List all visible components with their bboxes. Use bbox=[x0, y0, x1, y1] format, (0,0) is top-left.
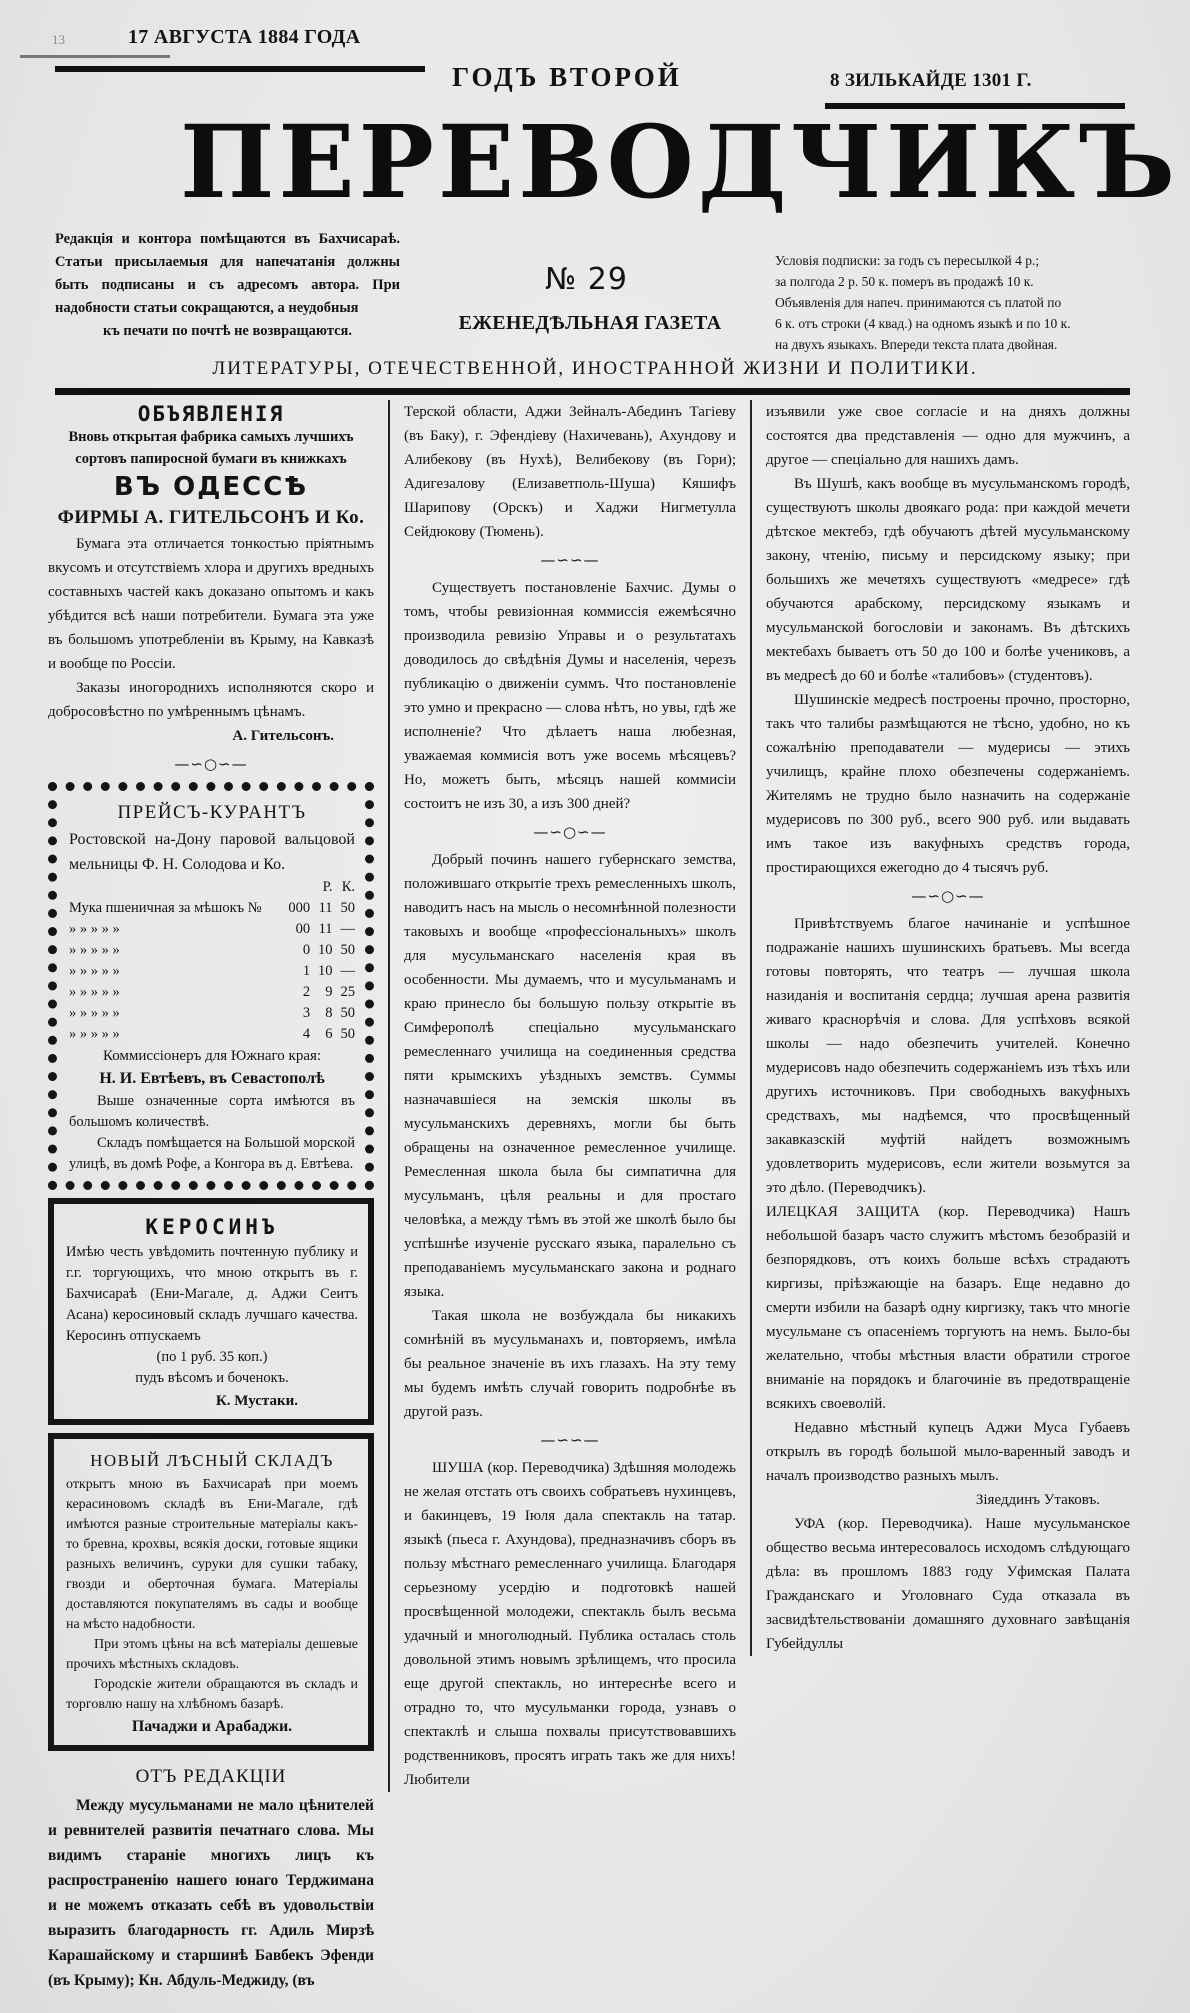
price-row-grade: 0 bbox=[302, 942, 311, 958]
subscription-line: Объявленія для напеч. принимаются съ платой по bbox=[775, 295, 1062, 310]
price-row bbox=[69, 919, 355, 940]
price-row-label: » » » » » bbox=[69, 1026, 120, 1042]
article-paragraph: изъявили уже свое согласіе и на дняхъ должны состоятся два представленія — одно для мужчинъ, а другое — спеціально для нашихъ дамъ. bbox=[766, 404, 1130, 468]
price-list-title: ПРЕЙСЪ-КУРАНТЪ bbox=[117, 802, 307, 823]
price-row-grade: 3 bbox=[302, 1005, 311, 1021]
price-list-ad bbox=[48, 782, 374, 1190]
kerosene-ad bbox=[48, 1198, 374, 1425]
from-editors-heading: ОТЪ РЕДАКЦІИ bbox=[135, 1766, 287, 1787]
price-row-kop: 50 bbox=[340, 1005, 355, 1021]
paper-ad-firm: ФИРМЫ А. ГИТЕЛЬСОНЪ И Ко. bbox=[57, 507, 365, 528]
issue-number: № 29 bbox=[545, 262, 628, 297]
from-editors-body: Между мусульманами не мало цѣнителей и ревнителей развитія печатнаго слова. Мы видимъ стараніе многихъ лицъ къ распространенію нашего юнаго Терджимана и не можемъ отказать себѣ въ удовольствіи выразить благодарность гг. Адиль Мирзѣ Карашайскому и старшинѣ Бавбекъ Эфенди (въ Крыму); Кн. Абдуль-Меджиду, (въ bbox=[48, 1797, 374, 1989]
article-paragraph: Въ Шушѣ, какъ вообще въ мусульманскомъ городѣ, существуютъ школы двоякаго рода: при каждой мечети дѣтское мектебэ, гдѣ обучаютъ дѣтей мусульманскому закону, чтенію, письму и персидскому языку; при большихъ же мечетяхъ существуютъ «медресе» гдѣ обучаются арабскому, персидскому языкамъ и мусульманской богословіи и законамъ. Въ дѣтскихъ мектебахъ бываетъ отъ 50 до 100 и болѣе учениковъ, а въ медресѣ до 60 и болѣе «талибовъ» (студентовъ). bbox=[766, 476, 1130, 684]
price-row bbox=[69, 961, 355, 982]
price-row bbox=[69, 940, 355, 961]
separator-ornament: —∽○∽— bbox=[533, 823, 607, 841]
price-row-kop: 50 bbox=[340, 1026, 355, 1042]
price-row-rub: 6 bbox=[325, 1026, 333, 1042]
article-paragraph: Такая школа не возбуждала бы никакихъ сомнѣній въ мусульманахъ и, повторяемъ, имѣла бы реальное значеніе въ ихъ глазахъ. На эту тему мы будемъ имѣть случай говорить подробнѣе въ другой разъ. bbox=[404, 1308, 736, 1420]
price-row-kop: 25 bbox=[340, 984, 355, 1000]
price-row bbox=[69, 1003, 355, 1024]
paper-ad-signature: А. Гительсонъ. bbox=[232, 728, 334, 744]
price-list-stock-note: Выше означенные сорта имѣются въ большомъ количествѣ. bbox=[69, 1093, 355, 1130]
paper-ad-body: Бумага эта отличается тонкостью пріятнымъ вкусомъ и отсутствіемъ хлора и другихъ вредныхъ составныхъ частей какъ доказано опытомъ и какъ убѣдится всѣ наши потребители. Бумага эта уже въ большомъ употребленіи въ Крыму, на Кавказѣ и вообще по Россіи. bbox=[48, 536, 374, 672]
article-paragraph: Существуетъ постановленіе Бахчис. Думы о томъ, чтобы ревизіонная коммиссія ежемѣсячно производила ревизію Управы и о результатахъ доводилось до свѣдѣнія Думы и населенія, черезъ публикацію о движеніи суммъ. Что постановленіе это умно и прекрасно — слова нѣтъ, но увы, гдѣ же исполненіе? Что дѣлаетъ наша любезная, уважаемая коммисія вотъ уже восемь мѣсяцевъ? Но, можетъ быть, мѣсяцъ нашей коммисіи состоитъ не изъ 30, а изъ 300 дней? bbox=[404, 580, 736, 812]
article-shusha: ШУША (кор. Переводчика) Здѣшняя молодежь не желая отстать отъ своихъ собратьевъ нухинцевъ, и бакинцевъ, 19 Іюля дала спектакль на татар. языкѣ (пьеса г. Ахундова), предназначивъ сборъ въ пользу мѣстнаго ремесленнаго училища. Благодаря серьезному усердію и подготовкѣ нашей просвѣщенной молодежи, спектакль былъ весьма удачный и многолюдный. Публика осталась столь довольной этимъ новымъ зрѣлищемъ, что просила еще другой спектакль, но интереснѣе всего и отрадно то, что мусульманки города, узнавъ о спектаклѣ и слыша похвалы присутствовавшихъ родственниковъ, просятъ играть такъ же для нихъ! Любители bbox=[404, 1460, 736, 1788]
kerosene-ad-body: Имѣю честь увѣдомить почтенную публику и г.г. торгующихъ, что мною открытъ въ г. Бахчисараѣ (Ени-Магале, д. Аджи Сеитъ Асана) керосиновый складъ лучшаго качества. Керосинъ отпускаемъ bbox=[66, 1244, 358, 1344]
price-row-label: » » » » » bbox=[69, 1005, 120, 1021]
price-row-kop: — bbox=[340, 963, 355, 979]
price-list-subtitle: Ростовской на-Дону паровой вальцовой мельницы Ф. Н. Солодова и Ко. bbox=[69, 831, 355, 873]
lumber-ad-citizens: Городскіе жители обращаются въ складъ и торговлю нашу на хлѣбномъ базарѣ. bbox=[66, 1677, 358, 1712]
subscription-line: 6 к. отъ строки (4 квад.) на одномъ языкѣ и по 10 к. bbox=[775, 316, 1071, 331]
weekly-label: ЕЖЕНЕДѢЛЬНАЯ ГАЗЕТА bbox=[458, 312, 722, 334]
subscription-terms bbox=[775, 250, 1130, 355]
price-row-rub: 11 bbox=[318, 900, 333, 916]
separator-ornament: —∽○∽— bbox=[911, 887, 985, 905]
price-row-rub: 9 bbox=[325, 984, 333, 1000]
lumber-ad-signature: Пачаджи и Арабаджи. bbox=[131, 1718, 293, 1735]
col-kop-header: К. bbox=[341, 879, 355, 895]
year-label: ГОДЪ ВТОРОЙ bbox=[452, 62, 682, 92]
editorial-notice-last-line: къ печати по почтѣ не возвращаются. bbox=[102, 323, 353, 339]
price-table bbox=[69, 877, 355, 1045]
newspaper-title: ПЕРЕВОДЧИКЪ bbox=[180, 103, 1180, 221]
article-signature: Зіяеддинъ Утаковъ. bbox=[975, 1492, 1100, 1508]
separator-ornament: —∽○∽— bbox=[174, 755, 248, 773]
article-paragraph: Привѣтствуемъ благое начинаніе и успѣшное подражаніе нашихъ шушинскихъ братьевъ. Мы всегда готовы повторять, что театръ — лучшая школа назиданія и воспитанія сердца; лучшая арена развитія живаго краснорѣчія и слова. Для успѣховъ всякой школы — надо обезпечить учителей. Конечно мудерисовъ надо обезпечить содержаніемъ изъ тѣхъ или другихъ источниковъ. При свободныхъ вакуфныхъ средствахъ, мы надѣемся, что просвѣщенный закавказскій муфтій найдетъ возможнымъ удовлетворить мудерисовъ, если жители возьмутся за это дѣло. (Переводчикъ). bbox=[766, 916, 1130, 1196]
article-paragraph: Терской области, Аджи Зейналъ-Абединъ Тагіеву (въ Баку), г. Эфендіеву (Нахичевань), Ахундову и Алибекову (въ Нухѣ), Велибекову (въ Гори); Адигезалову (Елизаветполь-Шуша) Кяшифъ Шарипову (Орскъ) и Хаджи Нигметулла Сейдюкову (Тюмень). bbox=[404, 404, 736, 540]
price-row-kop: 50 bbox=[340, 942, 355, 958]
price-row-label: » » » » » bbox=[69, 963, 120, 979]
article-paragraph: Добрый починъ нашего губернскаго земства, положившаго открытіе трехъ ремесленныхъ школъ, наводитъ насъ на мысль о несомнѣнной полезности таковыхъ и вообще «профессіональныхъ» школъ для мусульманскаго населенія края въ особенности. Мы думаемъ, что и мусульманамъ и краю принесло бы большую пользу открытіе въ Симферополѣ спеціально мусульманскаго ремесленнаго училища на соединенныя средства пяти крымскихъ уѣздныхъ земствъ. Суммы назначавшіеся на земскія школы въ мусульманскихъ деревняхъ, могли бы быть обращены на означенное ремесленное училище. Ремесленная школа была бы симпатична для мусульманъ, цѣля реальны и для простаго человѣка, а между тѣмъ въ этой же школѣ было бы успѣшнѣе изученіе русскаго языка, паралельно съ преподаваніемъ мусульманскаго закона и роднаго языка. bbox=[404, 852, 736, 1300]
col-rub-header: Р. bbox=[322, 879, 333, 895]
article-ufa: УФА (кор. Переводчика). Наше мусульманское общество весьма интересовалось исходомъ слѣдующаго дѣла: въ прошломъ 1883 году Уфимская Палата Гражданскаго и Уголовнаго Суда отказала въ засвидѣтельствованіи домашняго духовнаго завѣщанія Губейдуллы bbox=[766, 1516, 1130, 1652]
masthead bbox=[0, 0, 1190, 400]
price-row-grade: 000 bbox=[288, 900, 311, 916]
price-row bbox=[69, 982, 355, 1003]
price-row-rub: 8 bbox=[325, 1005, 333, 1021]
separator-ornament: —∽∽— bbox=[540, 1431, 600, 1449]
lumber-ad-prices: При этомъ цѣны на всѣ матеріалы дешевые прочихъ мѣстныхъ складовъ. bbox=[66, 1637, 358, 1672]
subscription-line: за полгода 2 р. 50 к. померъ въ продажѣ 10 к. bbox=[775, 274, 1034, 289]
price-row-label: Мука пшеничная за мѣшокъ № bbox=[69, 900, 262, 916]
kerosene-ad-title: КЕРОСИНЪ bbox=[145, 1215, 279, 1239]
kerosene-ad-signature: К. Мустаки. bbox=[215, 1393, 298, 1409]
price-row-label: » » » » » bbox=[69, 942, 120, 958]
masthead-bottom-rule bbox=[55, 388, 1130, 395]
column-news-3 bbox=[750, 400, 1130, 1656]
price-list-warehouse: Складъ помѣщается на Большой морской улицѣ, въ домѣ Рофе, а Конгора въ д. Евтѣева. bbox=[69, 1135, 355, 1172]
price-row-grade: 1 bbox=[302, 963, 311, 979]
lumber-ad bbox=[48, 1433, 374, 1751]
price-row-kop: 50 bbox=[340, 900, 355, 916]
paper-ad-city: ВЪ ОДЕССѢ bbox=[113, 472, 309, 502]
price-row bbox=[69, 898, 355, 919]
price-row-rub: 11 bbox=[318, 921, 333, 937]
subscription-line: на двухъ языкахъ. Впереди текста плата двойная. bbox=[775, 337, 1058, 352]
kerosene-ad-price: (по 1 руб. 35 коп.) bbox=[156, 1349, 268, 1365]
kerosene-ad-unit: пудъ вѣсомъ и боченокъ. bbox=[135, 1370, 289, 1386]
margin-page-number: 13 bbox=[52, 32, 65, 47]
article-paragraph: Недавно мѣстный купецъ Аджи Муса Губаевъ открылъ въ городѣ большой мыло-варенный заводъ и началъ производство разныхъ мылъ. bbox=[766, 1420, 1130, 1484]
header-rule-left bbox=[55, 66, 425, 72]
header-rule-decorative bbox=[20, 55, 170, 58]
columns bbox=[0, 400, 1190, 2013]
price-row-grade: 2 bbox=[302, 984, 311, 1000]
subscription-line: Условія подписки: за годъ съ пересылкой 4 р.; bbox=[775, 253, 1040, 268]
price-row-label: » » » » » bbox=[69, 921, 120, 937]
ads-heading: ОБЪЯВЛЕНІЯ bbox=[137, 402, 285, 426]
date-hijri: 8 ЗИЛЬКАЙДЕ 1301 Г. bbox=[830, 70, 1032, 91]
column-advertisements bbox=[48, 400, 388, 1993]
column-news-2 bbox=[388, 400, 750, 1792]
price-row bbox=[69, 1024, 355, 1045]
price-row-kop: — bbox=[340, 921, 355, 937]
price-row-rub: 10 bbox=[318, 963, 333, 979]
separator-ornament: —∽∽— bbox=[540, 551, 600, 569]
editorial-notice bbox=[55, 228, 400, 343]
newspaper-tagline: ЛИТЕРАТУРЫ, ОТЕЧЕСТВЕННОЙ, ИНОСТРАННОЙ ЖИЗНИ И ПОЛИТИКИ. bbox=[212, 358, 978, 379]
paper-ad-intro: Вновь открытая фабрика самыхъ лучшихъ сортовъ папиросной бумаги въ книжкахъ bbox=[68, 429, 354, 467]
lumber-ad-title: НОВЫЙ ЛѢСНЫЙ СКЛАДЪ bbox=[90, 1451, 334, 1470]
article-paragraph: Шушинскіе медресѣ построены прочно, просторно, такъ что талибы размѣщаются не тѣсно, удобно, но къ сожалѣнію преподаватели — мудерисы — этихъ училищъ, крайне плохо обезпечены содержаніемъ. Жителямъ не трудно было назначить на содержаніе мудерисовъ по 300 руб., всего 900 руб. или выдавать имъ такое изъ вакуфныхъ средствъ города, простирающихся ежегодно до 4 тысячъ руб. bbox=[766, 692, 1130, 876]
editorial-notice-text: Редакція и контора помѣщаются въ Бахчисараѣ. Статьи присылаемыя для напечатанія должны быть подписаны и съ адресомъ автора. При надобности статьи сокращаются, а неудобныя bbox=[55, 231, 400, 316]
price-row-grade: 00 bbox=[295, 921, 311, 937]
lumber-ad-body: открытъ мною въ Бахчисараѣ при моемъ керасиновомъ складѣ въ Ени-Магале, гдѣ имѣются разные строительные матеріалы какъ-то бревна, крохвы, всякія доски, готовые ящики разныхъ величинъ, суруки для сушки табаку, гвозди и оберточная бумага. Матеріалы доставляются покупателямъ въ сады и вообще на мѣсто надобности. bbox=[66, 1477, 358, 1632]
price-list-agent-label: Коммиссіонеръ для Южнаго края: bbox=[102, 1048, 322, 1064]
paper-ad-orders: Заказы иногороднихъ исполняются скоро и добросовѣстно по умѣреннымъ цѣнамъ. bbox=[48, 680, 374, 720]
price-row-rub: 10 bbox=[318, 942, 333, 958]
price-table-header bbox=[69, 877, 355, 898]
price-row-grade: 4 bbox=[302, 1026, 311, 1042]
price-row-label: » » » » » bbox=[69, 984, 120, 1000]
price-list-agent-name: Н. И. Евтѣевъ, въ Севастополѣ bbox=[99, 1070, 325, 1087]
article-iletsk: ИЛЕЦКАЯ ЗАЩИТА (кор. Переводчика) Нашъ небольшой базаръ часто служитъ мѣстомъ безобразій и безпорядковъ, отъ коихъ больше всѣхъ страдаютъ киргизы, пріѣзжающіе на базаръ. Еще недавно до смерти избили на базарѣ одну киргизку, такъ что многіе мусульмане съ опасеніемъ торгуютъ на немъ. Было-бы желательно, чтобы мѣстныя власти обратили строгое вниманіе на порядокъ и благочиніе въ предотвращеніе всякихъ своеволій. bbox=[766, 1204, 1130, 1412]
date-gregorian: 17 АВГУСТА 1884 ГОДА bbox=[128, 26, 361, 48]
